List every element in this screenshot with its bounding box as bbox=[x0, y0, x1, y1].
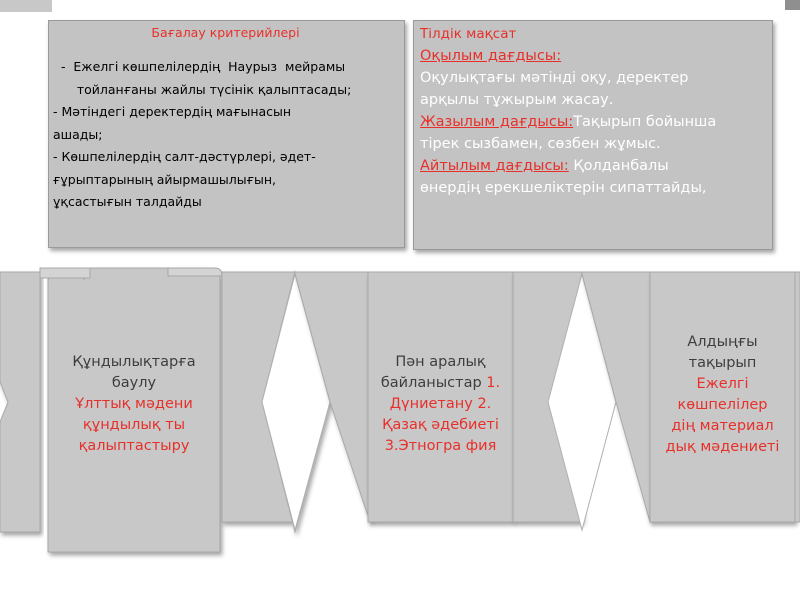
language-objective-box bbox=[413, 20, 773, 250]
assessment-criteria-title: Бағалау критерийлері bbox=[151, 25, 300, 40]
criterion-line: тойланғаны жайлы түсінік қалыптасады; bbox=[53, 81, 352, 97]
values-subtitle: қалыптастыру bbox=[78, 438, 190, 454]
language-objective-title: Тілдік мақсат bbox=[420, 26, 517, 42]
subject-item: 3.Этногра фия bbox=[384, 438, 497, 454]
reading-skill-label: Оқылым дағдысы: bbox=[420, 48, 562, 64]
criterion-line: - Ежелгі көшпелілердің Наурыз мейрамы bbox=[53, 59, 346, 74]
reading-skill-text: арқылы тұжырым жасау. bbox=[420, 92, 614, 108]
scroll-roll-left bbox=[40, 268, 90, 278]
writing-skill-label: Жазылым дағдысы: bbox=[420, 114, 574, 130]
subject-item: Қазақ әдебиеті bbox=[382, 417, 499, 433]
values-title: Құндылықтарға bbox=[72, 354, 196, 370]
speaking-skill-text: өнердің ерекшеліктерін сипаттайды, bbox=[420, 180, 707, 196]
subject-item: 1. bbox=[481, 375, 501, 391]
criterion-line: - Мәтіндегі деректердің мағынасын bbox=[53, 104, 292, 119]
scroll-roll-right bbox=[168, 268, 222, 276]
left-edge-panel bbox=[0, 272, 40, 532]
prior-topic-title: тақырып bbox=[688, 355, 757, 371]
criterion-line: ғұрыптарының айырмашылығын, bbox=[53, 171, 277, 187]
prior-topic-panel-text bbox=[650, 332, 795, 458]
top-right-decoration bbox=[785, 0, 800, 10]
speaking-skill-text: Қолданбалы bbox=[568, 158, 669, 174]
prior-topic-subtitle: көшпелілер bbox=[677, 397, 768, 413]
criterion-line: ашады; bbox=[53, 126, 103, 142]
right-edge-panel bbox=[795, 272, 800, 522]
top-left-decoration bbox=[0, 0, 52, 12]
interdisciplinary-title: Пән аралық bbox=[395, 354, 486, 370]
prior-topic-subtitle: дің материал bbox=[671, 418, 774, 434]
prior-topic-subtitle: Ежелгі bbox=[696, 376, 749, 392]
reading-skill-text: Оқулықтағы мәтінді оқу, деректер bbox=[420, 70, 689, 86]
criterion-line: - Көшпелілердің салт-дәстүрлері, әдет- bbox=[53, 149, 316, 164]
values-panel-text bbox=[50, 352, 218, 457]
prior-topic-title: Алдыңғы bbox=[687, 334, 758, 350]
interdisciplinary-panel-text bbox=[368, 352, 513, 457]
values-subtitle: құндылық ты bbox=[82, 417, 186, 433]
prior-topic-subtitle: дық мәдениеті bbox=[665, 439, 780, 455]
values-subtitle: Ұлттық мәдени bbox=[75, 396, 193, 412]
values-title: баулу bbox=[111, 375, 157, 391]
subject-item: Дүниетану 2. bbox=[389, 396, 492, 412]
speaking-skill-label: Айтылым дағдысы: bbox=[420, 158, 569, 174]
writing-skill-text: Тақырып бойынша bbox=[573, 114, 717, 130]
writing-skill-text: тірек сызбамен, сөзбен жұмыс. bbox=[420, 136, 661, 152]
interdisciplinary-title: байланыстар bbox=[380, 375, 482, 391]
assessment-criteria-box bbox=[48, 20, 405, 248]
criterion-line: ұқсастығын талдайды bbox=[53, 194, 202, 209]
